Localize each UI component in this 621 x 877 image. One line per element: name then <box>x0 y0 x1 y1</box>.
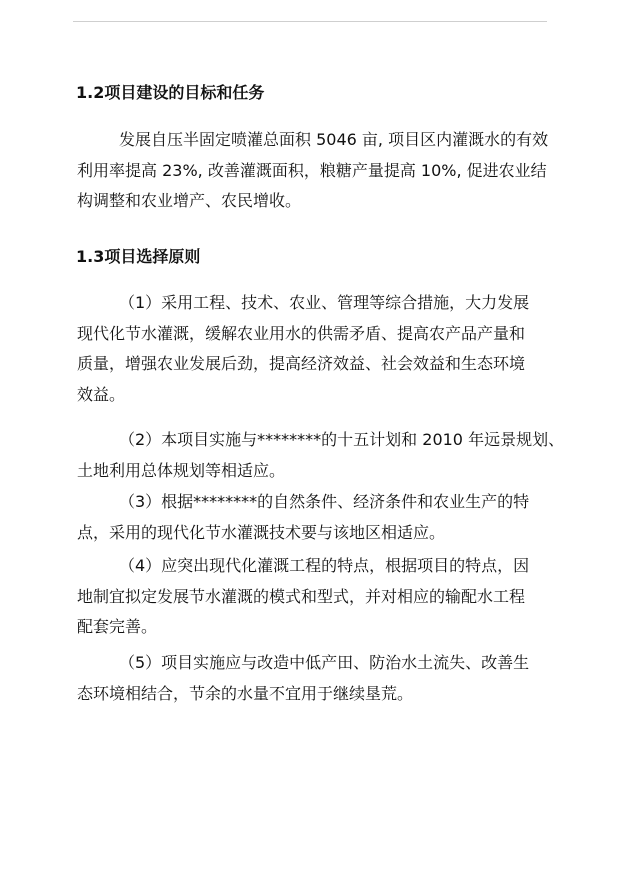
principle-item-3 <box>77 487 547 548</box>
text-line: 地制宜拟定发展节水灌溉的模式和型式，并对相应的输配水工程 <box>77 586 526 606</box>
text-line: （4）应突出现代化灌溉工程的特点，根据项目的特点，因 <box>119 556 530 575</box>
paragraph-goals <box>77 125 547 217</box>
text-line: 效益。 <box>77 384 126 404</box>
principle-item-1 <box>77 288 547 410</box>
principle-item-5 <box>77 648 547 709</box>
text-line: 态环境相结合，节余的水量不宜用于继续垦荒。 <box>77 683 414 703</box>
text-line: （1）采用工程、技术、农业、管理等综合措施，大力发展 <box>119 293 530 312</box>
principle-item-2 <box>77 425 565 486</box>
principle-item-4 <box>77 551 547 643</box>
text-line: （3）根据********的自然条件、经济条件和农业生产的特 <box>119 492 530 511</box>
text-line: （5）项目实施应与改造中低产田、防治水土流失、改善生 <box>119 653 530 672</box>
text-line: 配套完善。 <box>77 617 158 636</box>
text-line: 现代化节水灌溉，缓解农业用水的供需矛盾、提高农产品产量和 <box>77 323 526 343</box>
page-header-rule <box>73 21 547 22</box>
text-line: 点，采用的现代化节水灌溉技术要与该地区相适应。 <box>77 522 446 542</box>
text-line: 发展自压半固定喷灌总面积 5046 亩, 项目区内灌溉水的有效 <box>119 130 549 149</box>
text-line: 利用率提高 23%, 改善灌溉面积，粮糖产量提高 10%, 促进农业结 <box>77 160 547 180</box>
text-line: 土地利用总体规划等相适应。 <box>77 460 286 480</box>
text-line: 质量，增强农业发展后劲，提高经济效益、社会效益和生态环境 <box>77 354 526 373</box>
section-heading-1-3: 1.3项目选择原则 <box>76 247 201 266</box>
text-line: （2）本项目实施与********的十五计划和 2010 年远景规划、 <box>119 430 565 449</box>
text-line: 构调整和农业增产、农民增收。 <box>77 191 302 210</box>
section-heading-1-2: 1.2项目建设的目标和任务 <box>76 83 265 102</box>
